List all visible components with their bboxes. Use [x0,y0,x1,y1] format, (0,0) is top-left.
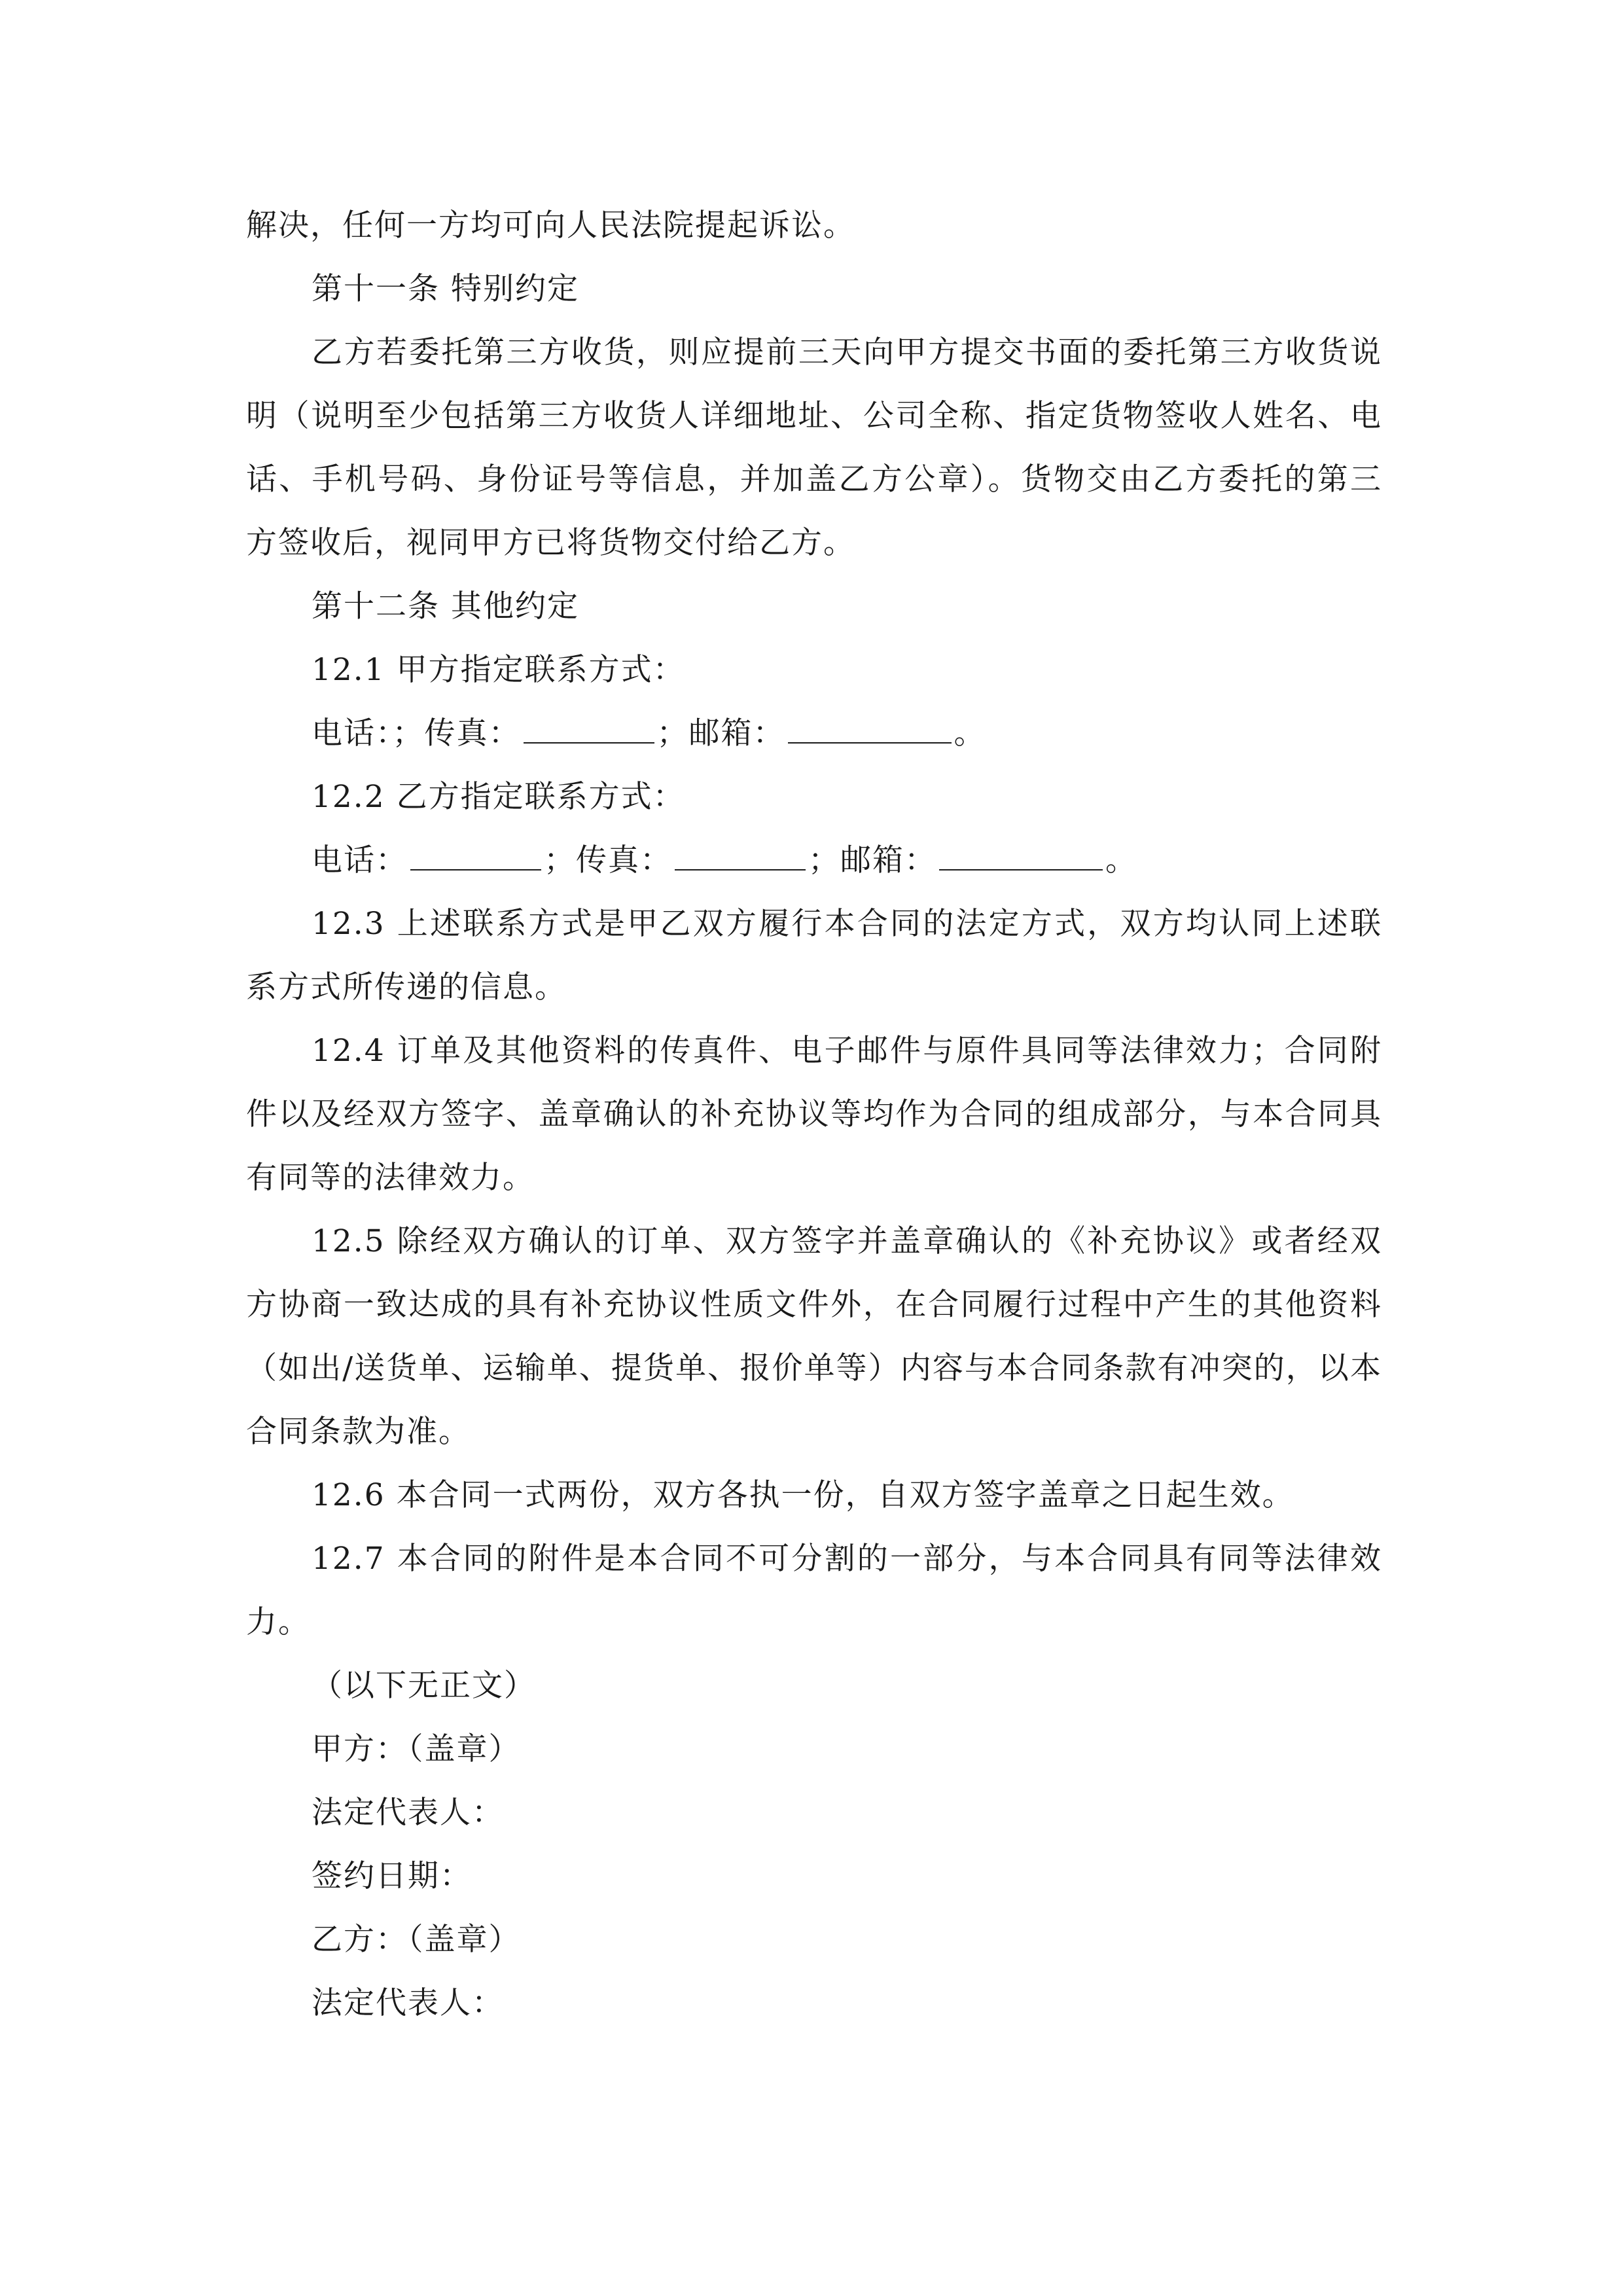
party-b-email-blank[interactable] [939,839,1103,870]
clause-12-2-contact-line [246,829,1382,892]
party-b-phone-label: 电话： [312,842,408,878]
no-further-text-note: （以下无正文） [312,1668,536,1704]
clause-12-3: 12.3 上述联系方式是甲乙双方履行本合同的法定方式，双方均认同上述联系方式所传递的信息。 [246,906,1382,1005]
article-11-title: 第十一条 特别约定 [312,271,579,307]
party-a-contact-end: 。 [954,715,986,751]
party-b-phone-blank[interactable] [410,839,541,870]
party-b-email-label: ；邮箱： [808,842,936,878]
party-b-legal-representative: 法定代表人： [312,1985,504,2021]
contract-body [246,194,1382,2035]
paragraph-litigation: 解决，任何一方均可向人民法院提起诉讼。 [246,207,855,243]
clause-12-1-contact-line [246,702,1382,765]
party-b-seal-line: 乙方：（盖章） [312,1922,521,1958]
clause-12-5: 12.5 除经双方确认的订单、双方签字并盖章确认的《补充协议》或者经双方协商一致达成的具有补充协议性质文件外，在合同履行过程中产生的其他资料（如出/送货单、运输单、提货单、报价单等）内容与本合同条款有冲突的，以本合同条款为准。 [246,1223,1382,1450]
party-a-email-blank[interactable] [788,712,952,744]
party-a-fax-blank[interactable] [524,712,654,744]
clause-12-7: 12.7 本合同的附件是本合同不可分割的一部分，与本合同具有同等法律效力。 [246,1541,1382,1640]
party-a-email-label: ；邮箱： [656,715,785,751]
party-a-phone-fax-label: 电话：；传真： [312,715,521,751]
clause-12-4: 12.4 订单及其他资料的传真件、电子邮件与原件具同等法律效力；合同附件以及经双方签字、盖章确认的补充协议等均作为合同的组成部分，与本合同具有同等的法律效力。 [246,1033,1382,1196]
clause-12-1: 12.1 甲方指定联系方式： [312,652,685,688]
clause-12-6: 12.6 本合同一式两份，双方各执一份，自双方签字盖章之日起生效。 [312,1477,1294,1513]
article-11-body: 乙方若委托第三方收货，则应提前三天向甲方提交书面的委托第三方收货说明（说明至少包括第三方收货人详细地址、公司全称、指定货物签收人姓名、电话、手机号码、身份证号等信息，并加盖乙方公章）。货物交由乙方委托的第三方签收后，视同甲方已将货物交付给乙方。 [246,334,1382,561]
article-12-title: 第十二条 其他约定 [312,588,579,624]
party-b-fax-label: ；传真： [544,842,672,878]
party-b-fax-blank[interactable] [675,839,806,870]
signing-date: 签约日期： [312,1858,472,1894]
party-a-seal-line: 甲方：（盖章） [312,1731,521,1767]
clause-12-2: 12.2 乙方指定联系方式： [312,779,685,815]
party-a-legal-representative: 法定代表人： [312,1795,504,1831]
party-b-contact-end: 。 [1105,842,1137,878]
